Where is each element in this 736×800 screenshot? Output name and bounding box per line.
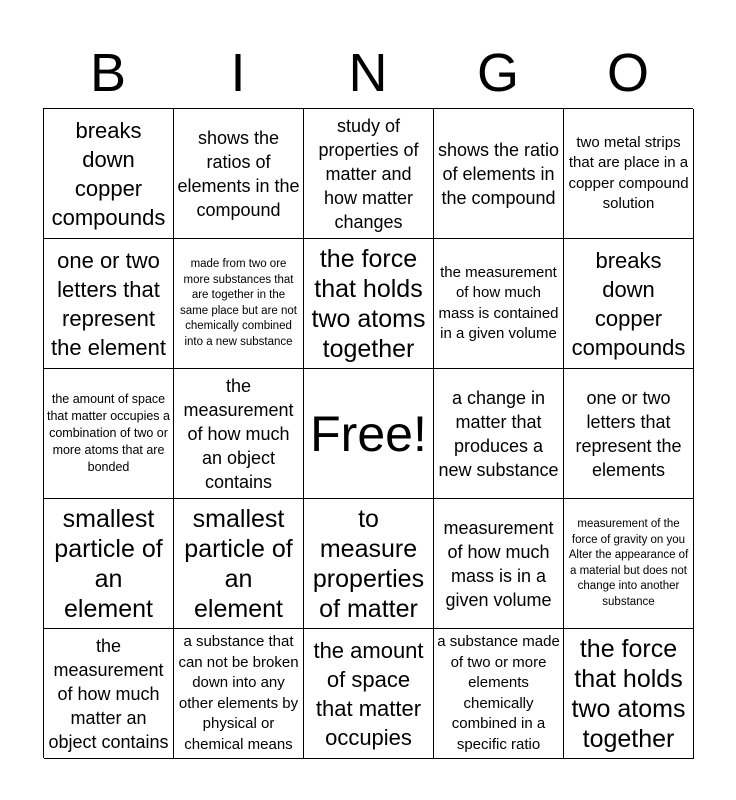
bingo-cell	[44, 239, 174, 369]
cell-text: the force that holds two atoms together	[311, 244, 426, 363]
cell-text: the amount of space that matter occupies a combination of two or more atoms that are bonded	[47, 392, 170, 474]
bingo-cell	[44, 629, 174, 759]
bingo-cell	[434, 239, 564, 369]
bingo-cell	[304, 499, 434, 629]
bingo-card-grid	[43, 108, 693, 758]
header-letter-g: G	[476, 43, 519, 103]
bingo-cell	[564, 499, 694, 629]
cell-text: the amount of space that matter occupies	[313, 637, 424, 750]
header-letter-o: O	[606, 43, 649, 103]
bingo-cell	[304, 629, 434, 759]
cell-text: breaks down copper compounds	[51, 117, 166, 230]
header-letter-n: N	[348, 43, 388, 103]
cell-text: to measure properties of matter	[312, 504, 425, 623]
cell-text: shows the ratios of elements in the compound	[177, 127, 300, 220]
free-space-cell	[304, 369, 434, 499]
cell-text: smallest particle of an element	[184, 504, 293, 623]
bingo-cell	[434, 629, 564, 759]
free-space-text: Free!	[310, 405, 427, 462]
cell-text: the force that holds two atoms together	[571, 634, 686, 753]
cell-text: two metal strips that are place in a copper compound solution	[568, 133, 689, 212]
cell-text: smallest particle of an element	[54, 504, 163, 623]
bingo-cell	[564, 629, 694, 759]
cell-text: study of properties of matter and how matter changes	[318, 115, 419, 232]
cell-text: the measurement of how much mass is contained in a given volume	[438, 263, 559, 342]
bingo-cell	[174, 499, 304, 629]
bingo-cell	[174, 629, 304, 759]
bingo-cell	[304, 109, 434, 239]
header-letter-i: I	[230, 43, 246, 103]
bingo-header	[43, 40, 693, 106]
bingo-cell	[174, 109, 304, 239]
cell-text: a substance made of two or more elements chemically combined in a specific ratio	[437, 633, 560, 753]
header-letter-b: B	[89, 43, 127, 103]
bingo-cell	[174, 369, 304, 499]
bingo-cell	[434, 499, 564, 629]
cell-text: one or two letters that represent the element	[51, 247, 166, 360]
cell-text: measurement of the force of gravity on you Alter the appearance of a material but does not change into another substance	[568, 518, 689, 608]
bingo-cell	[434, 109, 564, 239]
bingo-cell	[434, 369, 564, 499]
cell-text: the measurement of how much an object contains	[183, 375, 294, 492]
cell-text: a change in matter that produces a new substance	[438, 387, 559, 480]
cell-text: the measurement of how much matter an object contains	[48, 635, 169, 752]
bingo-cell	[44, 499, 174, 629]
bingo-cell	[564, 239, 694, 369]
bingo-cell	[564, 369, 694, 499]
bingo-cell	[44, 109, 174, 239]
cell-text: measurement of how much mass is in a given volume	[443, 517, 554, 610]
bingo-cell	[564, 109, 694, 239]
bingo-cell	[174, 239, 304, 369]
cell-text: a substance that can not be broken down into any other elements by physical or chemical means	[178, 633, 299, 753]
bingo-cell	[304, 239, 434, 369]
cell-text: shows the ratio of elements in the compound	[437, 139, 560, 208]
cell-text: one or two letters that represent the elements	[575, 387, 682, 480]
cell-text: breaks down copper compounds	[571, 247, 686, 360]
cell-text: made from two ore more substances that are together in the same place but are not chemically combined into a new substance	[180, 258, 297, 348]
bingo-cell	[44, 369, 174, 499]
